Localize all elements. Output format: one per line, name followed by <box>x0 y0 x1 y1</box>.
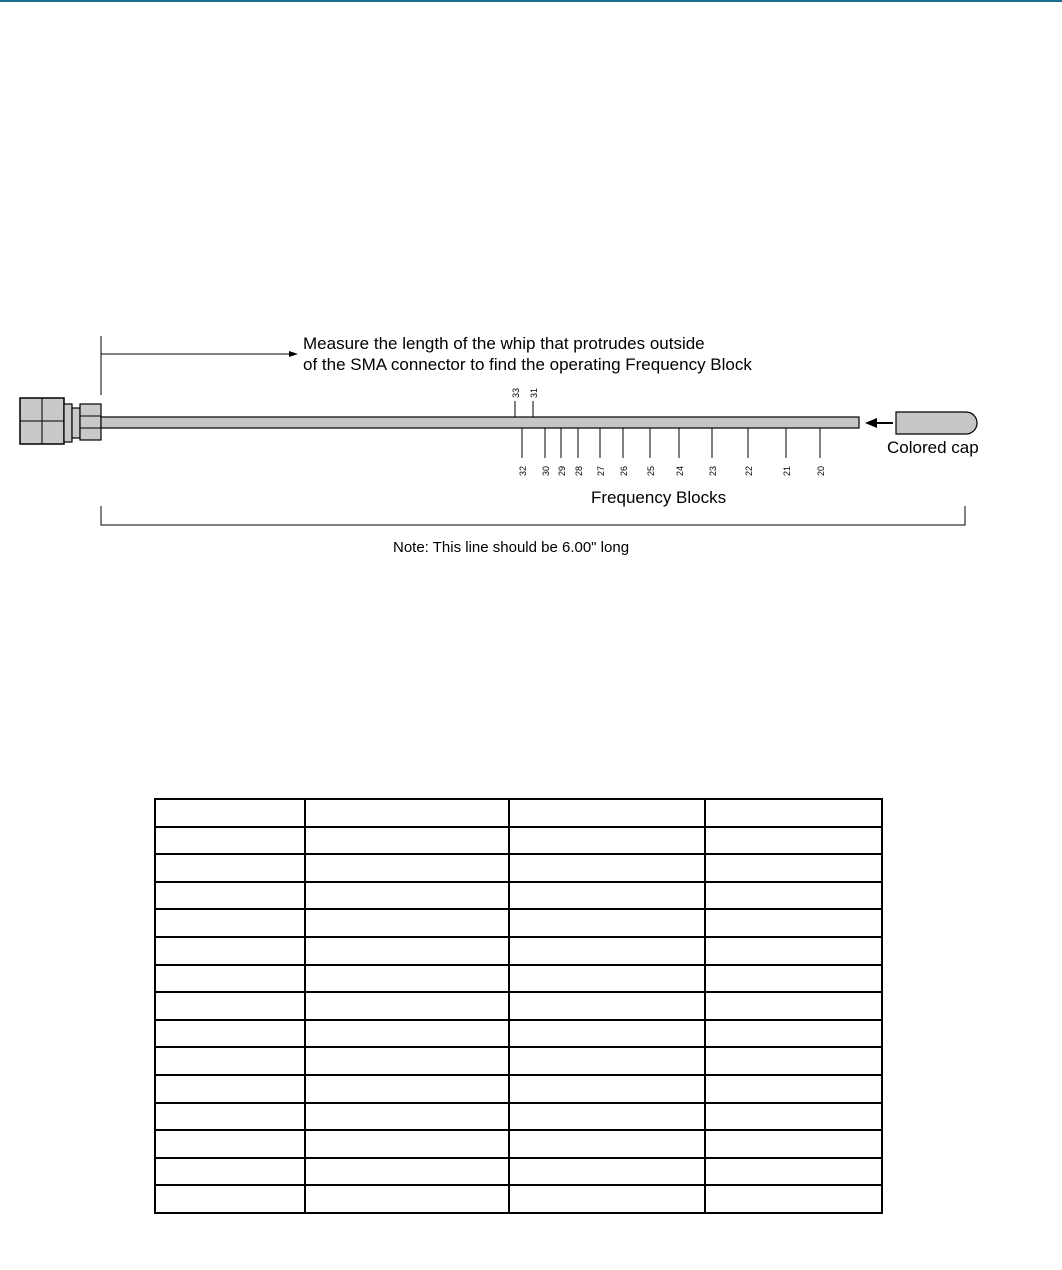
length-bracket <box>101 506 965 525</box>
table-cell <box>705 854 882 882</box>
table-cell <box>509 1103 705 1131</box>
table-cell <box>305 827 509 855</box>
table-row <box>155 1047 882 1075</box>
table-cell <box>705 937 882 965</box>
table-cell <box>509 1020 705 1048</box>
tick-label-24: 24 <box>675 465 685 476</box>
table-row <box>155 1075 882 1103</box>
colored-cap <box>896 412 977 434</box>
table-row <box>155 965 882 993</box>
table-cell <box>509 827 705 855</box>
table-cell <box>305 1130 509 1158</box>
table-cell <box>705 965 882 993</box>
table-cell <box>509 1185 705 1213</box>
instruction-line-1: Measure the length of the whip that protrudes outside <box>303 334 705 353</box>
table-cell <box>705 1158 882 1186</box>
table-cell <box>509 1075 705 1103</box>
table-cell <box>305 937 509 965</box>
table-cell <box>155 1075 305 1103</box>
table-cell <box>509 1158 705 1186</box>
table-cell <box>155 827 305 855</box>
table-cell <box>305 1185 509 1213</box>
table-cell <box>155 1103 305 1131</box>
tick-label-31: 31 <box>529 387 539 398</box>
table-cell <box>155 1185 305 1213</box>
length-note: Note: This line should be 6.00" long <box>393 539 630 556</box>
table-cell <box>705 909 882 937</box>
tick-label-29: 29 <box>557 465 567 476</box>
table-row <box>155 1185 882 1213</box>
whip <box>101 417 859 428</box>
table-row <box>155 1130 882 1158</box>
cap-label: Colored cap <box>887 438 979 457</box>
table-cell <box>705 1185 882 1213</box>
table-cell <box>155 882 305 910</box>
table-cell <box>305 1020 509 1048</box>
tick-label-22: 22 <box>744 465 754 476</box>
table-cell <box>705 1103 882 1131</box>
table-cell <box>509 882 705 910</box>
table-cell <box>305 1075 509 1103</box>
frequency-block-table <box>154 798 883 1214</box>
table-cell <box>705 1130 882 1158</box>
tick-label-23: 23 <box>708 465 718 476</box>
table-row <box>155 1158 882 1186</box>
cap-arrowhead <box>865 418 877 428</box>
table-row <box>155 909 882 937</box>
upper-ticks <box>511 388 539 417</box>
table-cell <box>155 992 305 1020</box>
table-row <box>155 1020 882 1048</box>
table-cell <box>305 909 509 937</box>
measure-arrowhead <box>289 351 298 357</box>
table-cell <box>705 799 882 827</box>
table-cell <box>155 1020 305 1048</box>
table-cell <box>155 1130 305 1158</box>
table-cell <box>305 965 509 993</box>
tick-label-28: 28 <box>574 465 584 476</box>
instruction-line-2: of the SMA connector to find the operating Frequency Block <box>303 355 752 374</box>
table-cell <box>705 992 882 1020</box>
table-cell <box>155 937 305 965</box>
table-cell <box>705 827 882 855</box>
table-cell <box>509 909 705 937</box>
table-cell <box>305 799 509 827</box>
table-cell <box>305 854 509 882</box>
frequency-blocks-label: Frequency Blocks <box>591 488 727 507</box>
table-row <box>155 827 882 855</box>
table-cell <box>155 1047 305 1075</box>
antenna-whip-diagram <box>0 0 1062 600</box>
table-row <box>155 992 882 1020</box>
table-cell <box>305 992 509 1020</box>
tick-label-33: 33 <box>511 387 521 398</box>
table-cell <box>509 992 705 1020</box>
tick-label-30: 30 <box>541 465 551 476</box>
table-cell <box>305 1103 509 1131</box>
table-cell <box>155 965 305 993</box>
table-cell <box>509 965 705 993</box>
lower-ticks <box>518 428 826 476</box>
table-cell <box>155 909 305 937</box>
tick-label-27: 27 <box>596 465 606 476</box>
table-cell <box>705 1047 882 1075</box>
sma-connector <box>20 398 101 444</box>
table-cell <box>509 1047 705 1075</box>
table-cell <box>155 799 305 827</box>
table-cell <box>705 1075 882 1103</box>
table-cell <box>509 1130 705 1158</box>
table-cell <box>705 1020 882 1048</box>
table-cell <box>509 854 705 882</box>
table-row <box>155 1103 882 1131</box>
table-cell <box>705 882 882 910</box>
table-cell <box>305 1158 509 1186</box>
table-cell <box>305 1047 509 1075</box>
table-cell <box>305 882 509 910</box>
table-cell <box>509 937 705 965</box>
tick-label-20: 20 <box>816 465 826 476</box>
tick-label-32: 32 <box>518 465 528 476</box>
tick-label-26: 26 <box>619 465 629 476</box>
tick-label-25: 25 <box>646 465 656 476</box>
table-row <box>155 882 882 910</box>
table-row <box>155 937 882 965</box>
table-cell <box>155 854 305 882</box>
table-cell <box>155 1158 305 1186</box>
table-row <box>155 799 882 827</box>
tick-label-21: 21 <box>782 465 792 476</box>
table-cell <box>509 799 705 827</box>
table-row <box>155 854 882 882</box>
